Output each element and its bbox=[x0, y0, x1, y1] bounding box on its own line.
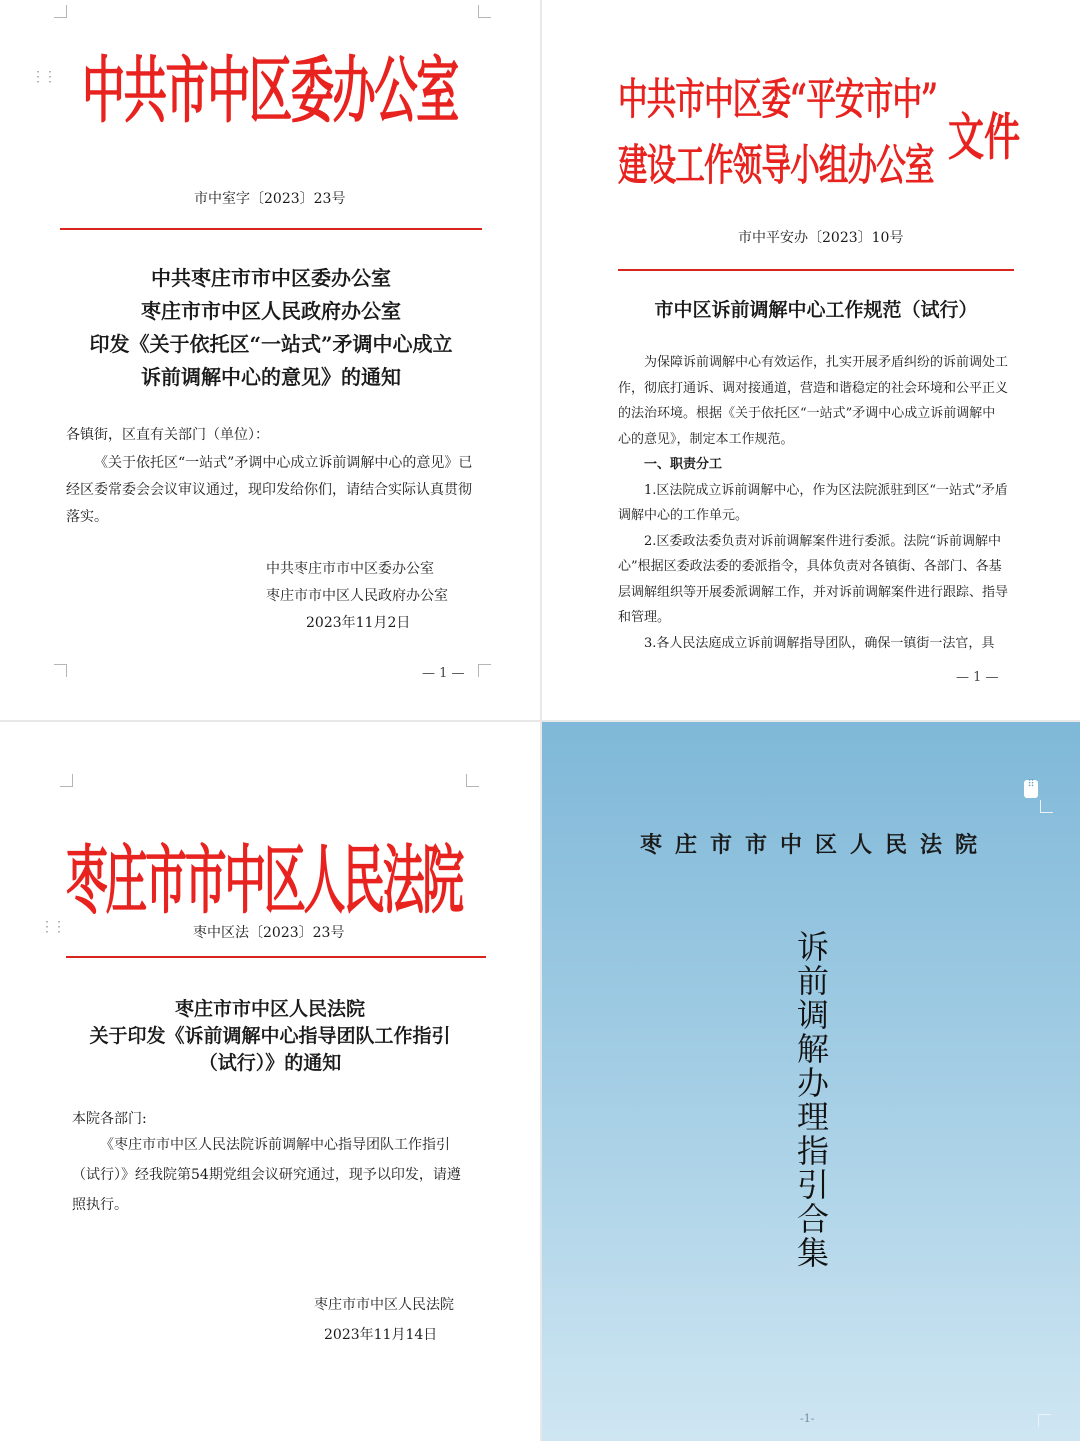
org-header: 中共市中区委办公室 bbox=[82, 49, 458, 134]
cover-title: 诉前调解办理指引合集 bbox=[796, 928, 829, 1272]
body-paragraph: 为保障诉前调解中心有效运作，扎实开展矛盾纠纷的诉前调处工作，彻底打通诉、调对接通道，营造和谐稳定的社会环境和公平正义的法治环境。根据《关于依托区“一站式”矛调中心成立诉前调解中心的意见》，制定本工作规范。 bbox=[618, 355, 1009, 447]
signature bbox=[266, 556, 448, 610]
body-paragraph: 1.区法院成立诉前调解中心，作为区法院派驻到区“一站式”矛盾调解中心的工作单元。 bbox=[618, 482, 1008, 523]
page-corner-mark-icon bbox=[54, 664, 67, 677]
body-paragraph: 《关于依托区“一站式”矛调中心成立诉前调解中心的意见》已经区委常委会会议审议通过，现印发给你们，请结合实际认真贯彻落实。 bbox=[66, 455, 473, 525]
headline: 市中区诉前调解中心工作规范（试行） bbox=[654, 299, 978, 321]
signature-line: 中共枣庄市市中区委办公室 bbox=[266, 561, 434, 577]
body-paragraph: 3.各人民法庭成立诉前调解指导团队，确保一镇街一法官，具 bbox=[644, 635, 995, 651]
cover-page-guideline-collection bbox=[542, 722, 1080, 1441]
page-number: — 1 — bbox=[422, 666, 465, 681]
headline-line: 枣庄市市中区人民政府办公室 bbox=[141, 299, 401, 323]
page-corner-mark-icon bbox=[478, 5, 491, 18]
red-rule bbox=[66, 956, 486, 958]
body-paragraph: 2.区委政法委负责对诉前调解案件进行委派。法院“诉前调解中心”根据区委政法委的委派指令，具体负责对各镇街、各部门、各基层调解组织等开展委派调解工作，并对诉前调解案件进行跟踪、指导和管理。 bbox=[618, 533, 1009, 625]
drag-handle-icon[interactable]: ⋮⋮ bbox=[40, 919, 64, 935]
headline-line: 枣庄市市中区人民法院 bbox=[174, 998, 365, 1020]
page-corner-mark-icon bbox=[1038, 1414, 1051, 1427]
headline-line: （试行）》的通知 bbox=[198, 1052, 342, 1074]
body-text-block bbox=[618, 350, 1008, 656]
signature: 枣庄市市中区人民法院 bbox=[314, 1297, 454, 1313]
headline bbox=[60, 262, 482, 394]
date: 2023年11月14日 bbox=[324, 1327, 438, 1343]
red-rule bbox=[618, 269, 1014, 271]
page-corner-mark-icon bbox=[54, 5, 67, 18]
headline-line: 中共枣庄市市中区委办公室 bbox=[151, 266, 391, 290]
page-corner-mark-icon bbox=[1040, 800, 1053, 813]
headline bbox=[60, 996, 480, 1077]
body-paragraph: 《枣庄市市中区人民法院诉前调解中心指导团队工作指引（试行）》经我院第54期党组会议研究通过，现予以印发，请遵照执行。 bbox=[72, 1137, 461, 1213]
page-corner-mark-icon bbox=[60, 774, 73, 787]
org-header-line: 建设工作领导小组办公室 bbox=[618, 140, 934, 191]
document-page-work-standard bbox=[542, 0, 1080, 720]
section-heading: 一、职责分工 bbox=[644, 457, 723, 472]
page-number: -1- bbox=[800, 1412, 815, 1425]
document-page-court-notice bbox=[0, 722, 540, 1441]
doc-number: 市中平安办〔2023〕10号 bbox=[738, 230, 904, 246]
salutation: 本院各部门: bbox=[72, 1111, 147, 1127]
doc-number: 枣中区法〔2023〕23号 bbox=[193, 925, 345, 941]
org-header-line: 中共市中区委“平安市中” bbox=[618, 74, 938, 125]
date: 2023年11月2日 bbox=[306, 615, 411, 631]
headline-line: 诉前调解中心的意见》的通知 bbox=[141, 365, 401, 389]
org-header: 枣庄市市中区人民法院 bbox=[66, 836, 463, 924]
headline-line: 印发《关于依托区“一站式”矛调中心成立 bbox=[89, 332, 453, 356]
drag-handle-icon[interactable]: ⠿ bbox=[1024, 780, 1038, 798]
signature-line: 枣庄市市中区人民政府办公室 bbox=[266, 588, 448, 604]
doc-number: 市中室字〔2023〕23号 bbox=[194, 191, 346, 207]
salutation: 各镇街，区直有关部门（单位）： bbox=[66, 427, 269, 443]
org-header-suffix: 文件 bbox=[948, 108, 1021, 168]
red-rule bbox=[60, 228, 482, 230]
drag-handle-icon[interactable]: ⋮⋮ bbox=[31, 69, 55, 85]
document-page-district-office-notice bbox=[0, 0, 540, 720]
page-corner-mark-icon bbox=[466, 774, 479, 787]
court-name: 枣庄市市中区人民法院 bbox=[640, 832, 991, 858]
headline-line: 关于印发《诉前调解中心指导团队工作指引 bbox=[89, 1025, 451, 1047]
page-corner-mark-icon bbox=[478, 664, 491, 677]
page-number: — 1 — bbox=[956, 670, 999, 685]
